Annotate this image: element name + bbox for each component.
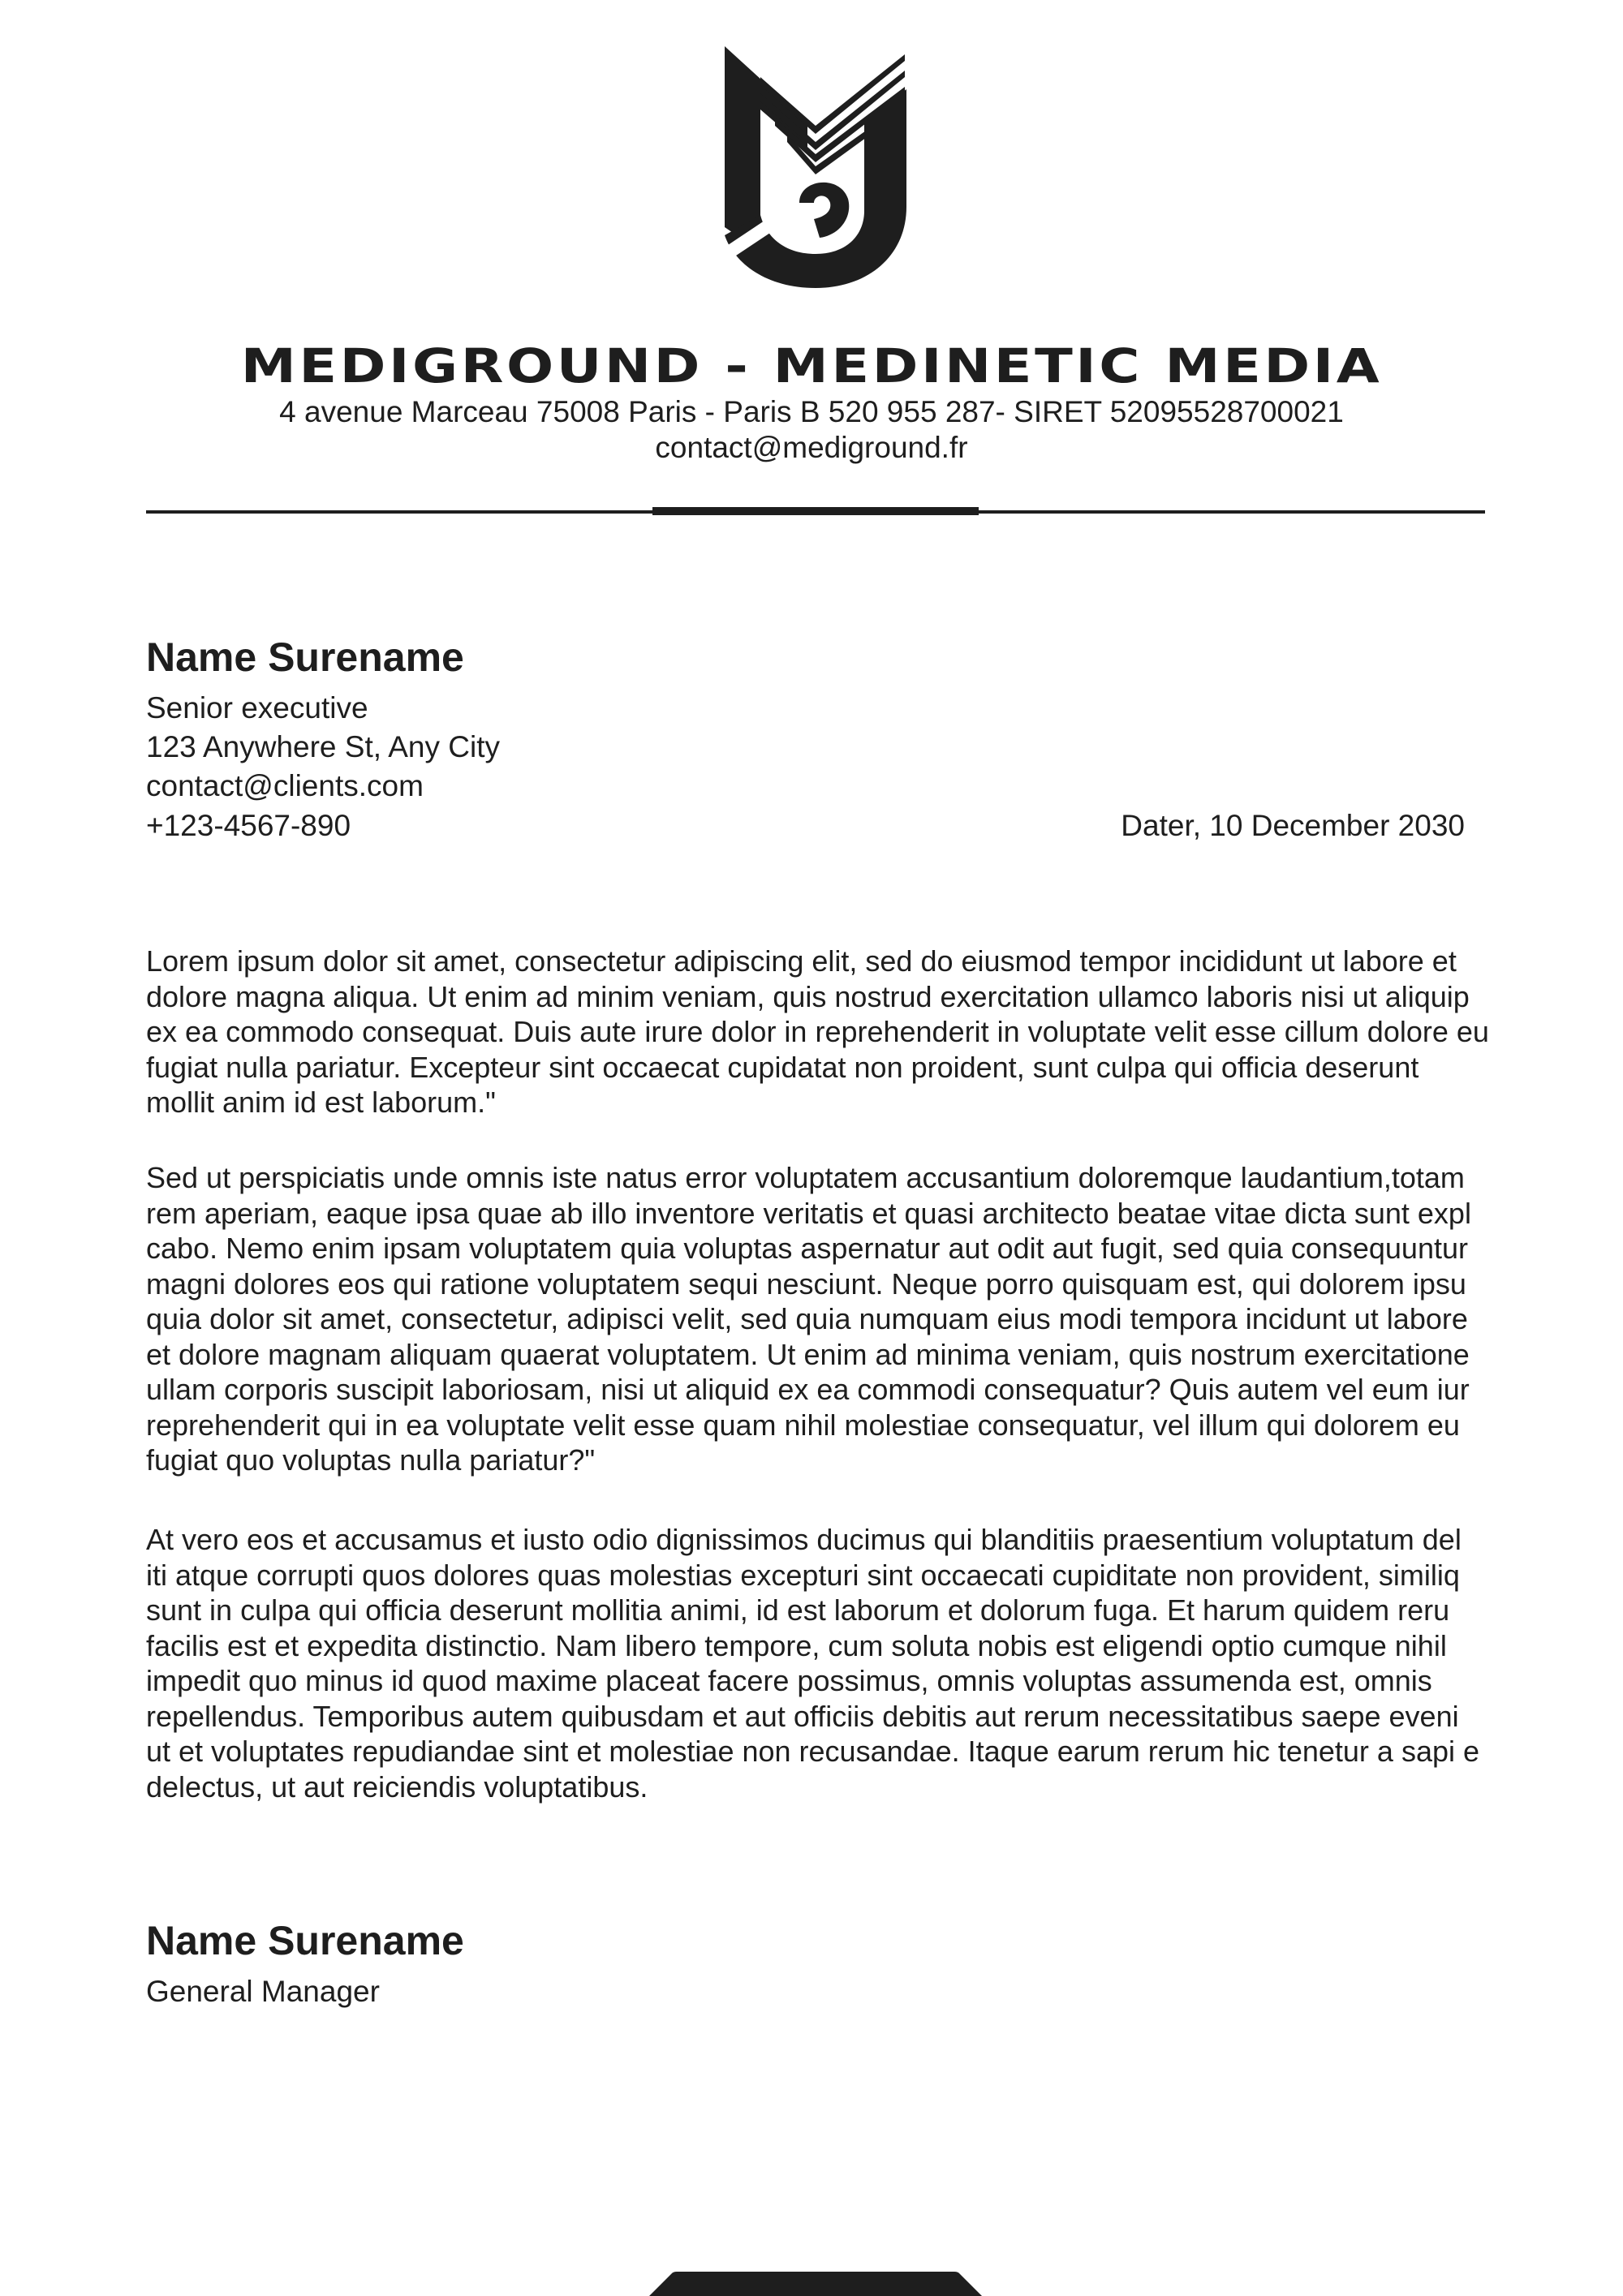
footer-tab-decoration	[649, 2272, 982, 2296]
header-divider-accent	[652, 507, 979, 515]
signer-title: General Manager	[146, 1975, 380, 2008]
company-name: MEDIGROUND - MEDINETIC MEDIA	[240, 338, 1383, 393]
company-email: contact@mediground.fr	[655, 431, 968, 464]
company-address: 4 avenue Marceau 75008 Paris - Paris B 520 955 287- SIRET 52095528700021	[279, 395, 1344, 428]
recipient-title: Senior executive	[146, 691, 368, 724]
body-paragraph-1: Lorem ipsum dolor sit amet, consectetur adipiscing elit, sed do eiusmod tempor incididunt ut labore et dolore magna aliqua. Ut enim ad minim veniam, quis nostrud exercitation ullamco laboris nisi ut aliquip ex ea commodo consequat. Duis aute irure dolor in reprehenderit in voluptate velit esse cillum dolore eu fugiat nulla pariatur. Excepteur sint occaecat cupidatat non proident, sunt culpa qui officia deserunt mollit anim id est laborum."	[146, 944, 1489, 1119]
letter-date: Dater, 10 December 2030	[1121, 809, 1465, 842]
recipient-phone: +123-4567-890	[146, 809, 351, 842]
recipient-email: contact@clients.com	[146, 769, 424, 802]
company-logo-icon	[718, 45, 913, 292]
recipient-address: 123 Anywhere St, Any City	[146, 730, 501, 763]
recipient-name: Name Surename	[146, 634, 464, 680]
body-paragraph-2: Sed ut perspiciatis unde omnis iste natus error voluptatem accusantium doloremque laudantium,totam rem aperiam, eaque ipsa quae ab illo inventore veritatis et quasi architecto beatae vitae dicta sunt expl cabo. Nemo enim ipsam voluptatem quia voluptas aspernatur aut odit aut fugit, sed quia consequuntur magni dolores eos qui ratione voluptatem sequi nesciunt. Neque porro quisquam est, qui dolorem ipsu quia dolor sit amet, consectetur, adipisci velit, sed quia numquam eius modi tempora incidunt ut labore et dolore magnam aliquam quaerat voluptatem. Ut enim ad minima veniam, quis nostrum exercitatione ullam corporis suscipit laboriosam, nisi ut aliquid ex ea commodi consequatur? Quis autem vel eum iur reprehenderit qui in ea voluptate velit esse quam nihil molestiae consequatur, vel illum qui dolorem eu fugiat quo voluptas nulla pariatur?"	[146, 1161, 1471, 1477]
body-paragraph-3: At vero eos et accusamus et iusto odio dignissimos ducimus qui blanditiis praesentium voluptatum del iti atque corrupti quos dolores quas molestias excepturi sint occaecati cupiditate non provident, similiq sunt in culpa qui officia deserunt mollitia animi, id est laborum et dolorum fuga. Et harum quidem reru facilis est et expedita distinctio. Nam libero tempore, cum soluta nobis est eligendi optio cumque nihil impedit quo minus id quod maxime placeat facere possimus, omnis voluptas assumenda est, omnis repellendus. Temporibus autem quibusdam et aut officiis debitis aut rerum necessitatibus saepe eveni ut et voluptates repudiandae sint et molestiae non recusandae. Itaque earum rerum hic tenetur a sapi e delectus, ut aut reiciendis voluptatibus.	[146, 1523, 1480, 1804]
signer-name: Name Surename	[146, 1918, 464, 1963]
